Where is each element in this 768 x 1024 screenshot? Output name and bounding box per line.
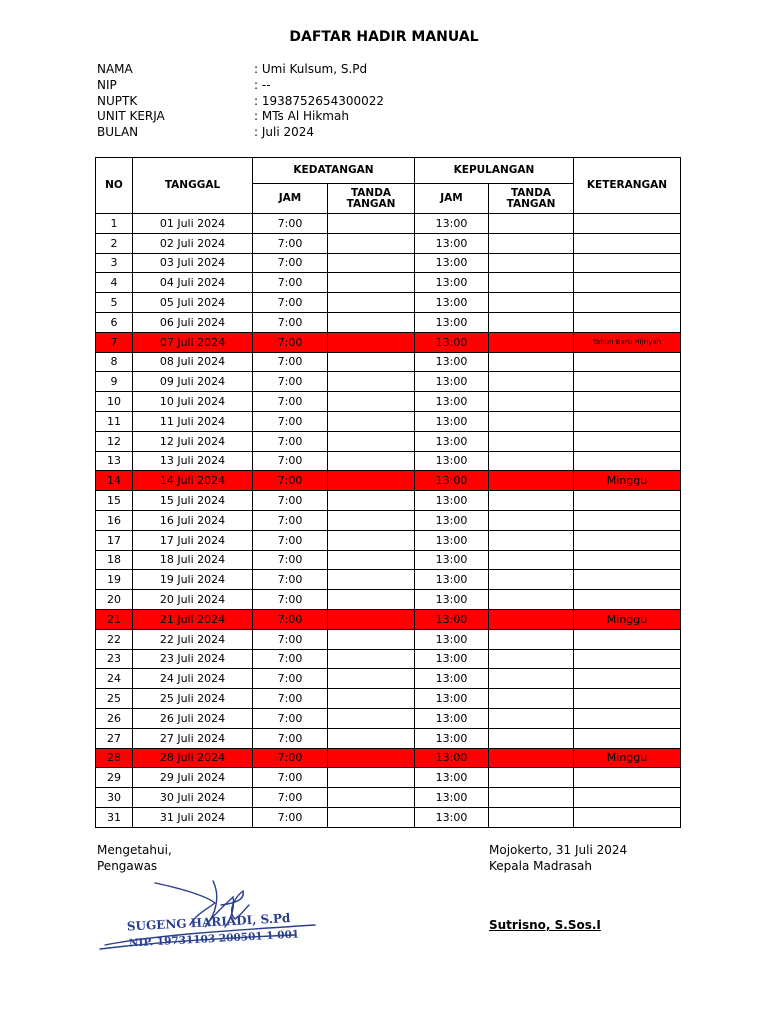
row-jam-pulang: 13:00 (415, 273, 489, 293)
table-row (96, 491, 681, 511)
row-jam-datang: 7:00 (253, 411, 328, 431)
kepala-madrasah-label: Kepala Madrasah (489, 859, 592, 873)
table-row (96, 273, 681, 293)
row-ttd-pulang (489, 451, 574, 471)
row-tanggal: 25 Juli 2024 (133, 689, 253, 709)
row-no: 9 (96, 372, 133, 392)
row-ttd-pulang (489, 253, 574, 273)
table-row (96, 510, 681, 530)
row-jam-datang: 7:00 (253, 649, 328, 669)
row-keterangan: Minggu (574, 471, 681, 491)
table-row (96, 689, 681, 709)
row-jam-datang: 7:00 (253, 293, 328, 313)
header-no: NO (96, 158, 133, 214)
row-ttd-datang (328, 708, 415, 728)
document-title: DAFTAR HADIR MANUAL (289, 29, 479, 45)
row-jam-pulang: 13:00 (415, 510, 489, 530)
row-ttd-datang (328, 392, 415, 412)
header-kepulangan: KEPULANGAN (415, 158, 574, 184)
row-tanggal: 20 Juli 2024 (133, 590, 253, 610)
row-keterangan (574, 372, 681, 392)
row-no: 17 (96, 530, 133, 550)
row-jam-datang: 7:00 (253, 510, 328, 530)
row-jam-pulang: 13:00 (415, 253, 489, 273)
row-ttd-datang (328, 372, 415, 392)
row-ttd-pulang (489, 748, 574, 768)
row-jam-pulang: 13:00 (415, 530, 489, 550)
row-tanggal: 16 Juli 2024 (133, 510, 253, 530)
row-jam-pulang: 13:00 (415, 570, 489, 590)
row-tanggal: 27 Juli 2024 (133, 728, 253, 748)
row-no: 21 (96, 609, 133, 629)
row-no: 31 (96, 807, 133, 827)
row-tanggal: 28 Juli 2024 (133, 748, 253, 768)
header-tanda-tangan-pulang: TANDA TANGAN (489, 184, 574, 214)
row-jam-pulang: 13:00 (415, 609, 489, 629)
table-row (96, 570, 681, 590)
row-ttd-pulang (489, 570, 574, 590)
row-ttd-pulang (489, 471, 574, 491)
header-tanggal: TANGGAL (133, 158, 253, 214)
row-no: 22 (96, 629, 133, 649)
row-tanggal: 02 Juli 2024 (133, 233, 253, 253)
row-ttd-pulang (489, 807, 574, 827)
row-ttd-datang (328, 649, 415, 669)
table-row (96, 788, 681, 808)
row-no: 26 (96, 708, 133, 728)
table-row (96, 451, 681, 471)
row-jam-datang: 7:00 (253, 372, 328, 392)
row-ttd-pulang (489, 669, 574, 689)
table-row (96, 392, 681, 412)
row-ttd-datang (328, 590, 415, 610)
table-row (96, 807, 681, 827)
row-keterangan (574, 451, 681, 471)
row-ttd-pulang (489, 788, 574, 808)
row-keterangan (574, 253, 681, 273)
row-ttd-pulang (489, 392, 574, 412)
supervisor-signature-stamp (95, 875, 325, 955)
row-ttd-datang (328, 451, 415, 471)
row-jam-datang: 7:00 (253, 807, 328, 827)
row-jam-pulang: 13:00 (415, 788, 489, 808)
info-value: : 1938752654300022 (254, 93, 385, 108)
row-jam-datang: 7:00 (253, 273, 328, 293)
row-keterangan (574, 312, 681, 332)
row-no: 23 (96, 649, 133, 669)
row-jam-datang: 7:00 (253, 669, 328, 689)
row-jam-pulang: 13:00 (415, 293, 489, 313)
row-no: 28 (96, 748, 133, 768)
row-no: 19 (96, 570, 133, 590)
row-keterangan: Minggu (574, 748, 681, 768)
row-keterangan (574, 214, 681, 234)
row-tanggal: 14 Juli 2024 (133, 471, 253, 491)
pengawas-label: Pengawas (97, 859, 158, 873)
table-row (96, 332, 681, 352)
row-tanggal: 13 Juli 2024 (133, 451, 253, 471)
info-label: NUPTK (97, 93, 138, 108)
row-jam-datang: 7:00 (253, 312, 328, 332)
row-no: 11 (96, 411, 133, 431)
row-jam-datang: 7:00 (253, 530, 328, 550)
row-jam-datang: 7:00 (253, 748, 328, 768)
row-ttd-datang (328, 788, 415, 808)
row-no: 12 (96, 431, 133, 451)
row-no: 27 (96, 728, 133, 748)
row-ttd-datang (328, 471, 415, 491)
table-row (96, 629, 681, 649)
row-ttd-pulang (489, 728, 574, 748)
row-tanggal: 18 Juli 2024 (133, 550, 253, 570)
row-ttd-datang (328, 312, 415, 332)
table-row (96, 293, 681, 313)
row-no: 30 (96, 788, 133, 808)
row-jam-pulang: 13:00 (415, 491, 489, 511)
row-no: 8 (96, 352, 133, 372)
row-jam-pulang: 13:00 (415, 590, 489, 610)
row-jam-pulang: 13:00 (415, 392, 489, 412)
row-jam-datang: 7:00 (253, 728, 328, 748)
row-keterangan (574, 431, 681, 451)
table-row (96, 233, 681, 253)
row-ttd-datang (328, 550, 415, 570)
row-ttd-datang (328, 530, 415, 550)
row-keterangan (574, 491, 681, 511)
row-ttd-pulang (489, 708, 574, 728)
row-ttd-pulang (489, 352, 574, 372)
row-jam-datang: 7:00 (253, 214, 328, 234)
row-ttd-pulang (489, 649, 574, 669)
row-jam-pulang: 13:00 (415, 471, 489, 491)
header-kedatangan: KEDATANGAN (253, 158, 415, 184)
row-keterangan (574, 708, 681, 728)
table-row (96, 253, 681, 273)
row-jam-datang: 7:00 (253, 491, 328, 511)
header-keterangan: KETERANGAN (574, 158, 681, 214)
row-jam-datang: 7:00 (253, 253, 328, 273)
attendance-table (95, 157, 681, 828)
row-tanggal: 26 Juli 2024 (133, 708, 253, 728)
row-jam-datang: 7:00 (253, 550, 328, 570)
row-no: 20 (96, 590, 133, 610)
row-keterangan (574, 510, 681, 530)
row-ttd-pulang (489, 550, 574, 570)
table-row (96, 590, 681, 610)
row-tanggal: 12 Juli 2024 (133, 431, 253, 451)
row-keterangan (574, 689, 681, 709)
table-row (96, 609, 681, 629)
row-keterangan (574, 392, 681, 412)
row-jam-datang: 7:00 (253, 768, 328, 788)
row-jam-pulang: 13:00 (415, 669, 489, 689)
table-row (96, 708, 681, 728)
row-ttd-pulang (489, 372, 574, 392)
row-ttd-datang (328, 510, 415, 530)
row-jam-pulang: 13:00 (415, 332, 489, 352)
row-jam-pulang: 13:00 (415, 728, 489, 748)
row-jam-datang: 7:00 (253, 352, 328, 372)
info-label: NAMA (97, 62, 133, 76)
row-tanggal: 06 Juli 2024 (133, 312, 253, 332)
table-row (96, 312, 681, 332)
row-jam-datang: 7:00 (253, 233, 328, 253)
row-ttd-pulang (489, 510, 574, 530)
row-keterangan (574, 728, 681, 748)
row-keterangan (574, 629, 681, 649)
info-row (97, 62, 384, 78)
row-tanggal: 03 Juli 2024 (133, 253, 253, 273)
row-ttd-pulang (489, 609, 574, 629)
info-value: : MTs Al Hikmah (254, 109, 349, 124)
table-row (96, 768, 681, 788)
row-ttd-datang (328, 253, 415, 273)
headmaster-name: Sutrisno, S.Sos.I (489, 918, 601, 932)
row-keterangan (574, 649, 681, 669)
info-label: NIP (97, 77, 117, 92)
row-jam-pulang: 13:00 (415, 689, 489, 709)
row-no: 15 (96, 491, 133, 511)
row-tanggal: 30 Juli 2024 (133, 788, 253, 808)
place-date-label: Mojokerto, 31 Juli 2024 (489, 843, 628, 857)
info-row (97, 109, 384, 125)
row-jam-datang: 7:00 (253, 629, 328, 649)
row-keterangan (574, 233, 681, 253)
table-row (96, 471, 681, 491)
row-keterangan (574, 411, 681, 431)
row-no: 1 (96, 214, 133, 234)
row-ttd-datang (328, 491, 415, 511)
row-jam-datang: 7:00 (253, 689, 328, 709)
row-no: 18 (96, 550, 133, 570)
row-jam-pulang: 13:00 (415, 708, 489, 728)
row-ttd-datang (328, 352, 415, 372)
row-jam-datang: 7:00 (253, 392, 328, 412)
row-no: 13 (96, 451, 133, 471)
table-row (96, 214, 681, 234)
row-jam-pulang: 13:00 (415, 649, 489, 669)
info-value: : -- (254, 77, 271, 92)
row-ttd-datang (328, 570, 415, 590)
row-tanggal: 15 Juli 2024 (133, 491, 253, 511)
row-jam-pulang: 13:00 (415, 431, 489, 451)
row-ttd-datang (328, 748, 415, 768)
row-tanggal: 09 Juli 2024 (133, 372, 253, 392)
row-jam-datang: 7:00 (253, 332, 328, 352)
row-tanggal: 29 Juli 2024 (133, 768, 253, 788)
row-ttd-datang (328, 431, 415, 451)
row-keterangan (574, 293, 681, 313)
row-jam-pulang: 13:00 (415, 372, 489, 392)
row-tanggal: 01 Juli 2024 (133, 214, 253, 234)
row-keterangan (574, 590, 681, 610)
row-jam-pulang: 13:00 (415, 550, 489, 570)
footer-left (97, 842, 172, 874)
row-ttd-pulang (489, 491, 574, 511)
header-tanda-tangan-datang: TANDA TANGAN (328, 184, 415, 214)
row-tanggal: 10 Juli 2024 (133, 392, 253, 412)
row-ttd-pulang (489, 233, 574, 253)
info-row (97, 125, 384, 141)
row-ttd-pulang (489, 431, 574, 451)
row-no: 4 (96, 273, 133, 293)
row-ttd-pulang (489, 689, 574, 709)
row-keterangan: Tahun Baru Hijriyah (574, 332, 681, 352)
row-tanggal: 23 Juli 2024 (133, 649, 253, 669)
signature-name-text: SUGENG HARIADI, S.Pd (126, 911, 291, 934)
row-ttd-datang (328, 609, 415, 629)
row-jam-datang: 7:00 (253, 708, 328, 728)
row-jam-datang: 7:00 (253, 471, 328, 491)
info-label: UNIT KERJA (97, 109, 165, 124)
employee-info (97, 62, 384, 141)
info-row (97, 94, 384, 110)
row-tanggal: 05 Juli 2024 (133, 293, 253, 313)
row-keterangan (574, 788, 681, 808)
row-tanggal: 08 Juli 2024 (133, 352, 253, 372)
table-row (96, 669, 681, 689)
row-jam-pulang: 13:00 (415, 352, 489, 372)
row-jam-pulang: 13:00 (415, 214, 489, 234)
row-keterangan: Minggu (574, 609, 681, 629)
row-ttd-datang (328, 629, 415, 649)
table-row (96, 649, 681, 669)
row-ttd-pulang (489, 293, 574, 313)
row-jam-pulang: 13:00 (415, 807, 489, 827)
row-ttd-datang (328, 689, 415, 709)
row-tanggal: 21 Juli 2024 (133, 609, 253, 629)
row-ttd-datang (328, 293, 415, 313)
row-ttd-pulang (489, 629, 574, 649)
row-jam-pulang: 13:00 (415, 233, 489, 253)
row-jam-pulang: 13:00 (415, 312, 489, 332)
row-tanggal: 11 Juli 2024 (133, 411, 253, 431)
row-ttd-datang (328, 807, 415, 827)
row-tanggal: 07 Juli 2024 (133, 332, 253, 352)
row-no: 5 (96, 293, 133, 313)
row-jam-pulang: 13:00 (415, 748, 489, 768)
row-jam-pulang: 13:00 (415, 629, 489, 649)
row-tanggal: 22 Juli 2024 (133, 629, 253, 649)
row-ttd-pulang (489, 332, 574, 352)
row-keterangan (574, 273, 681, 293)
row-jam-datang: 7:00 (253, 570, 328, 590)
row-no: 24 (96, 669, 133, 689)
row-ttd-datang (328, 233, 415, 253)
row-no: 14 (96, 471, 133, 491)
row-no: 29 (96, 768, 133, 788)
row-no: 16 (96, 510, 133, 530)
table-row (96, 411, 681, 431)
row-ttd-pulang (489, 768, 574, 788)
table-row (96, 550, 681, 570)
row-jam-pulang: 13:00 (415, 411, 489, 431)
row-keterangan (574, 807, 681, 827)
row-ttd-datang (328, 768, 415, 788)
row-keterangan (574, 530, 681, 550)
row-no: 10 (96, 392, 133, 412)
row-jam-datang: 7:00 (253, 451, 328, 471)
row-jam-pulang: 13:00 (415, 451, 489, 471)
row-jam-datang: 7:00 (253, 590, 328, 610)
row-jam-datang: 7:00 (253, 431, 328, 451)
footer-right (489, 842, 627, 874)
info-value: : Juli 2024 (254, 125, 315, 140)
table-row (96, 728, 681, 748)
row-tanggal: 24 Juli 2024 (133, 669, 253, 689)
row-ttd-datang (328, 273, 415, 293)
row-tanggal: 17 Juli 2024 (133, 530, 253, 550)
row-ttd-pulang (489, 411, 574, 431)
signature-nip-text: NIP. 19731103 200501 1 001 (128, 928, 300, 950)
table-row (96, 431, 681, 451)
row-keterangan (574, 669, 681, 689)
row-ttd-pulang (489, 530, 574, 550)
row-ttd-pulang (489, 312, 574, 332)
row-ttd-datang (328, 332, 415, 352)
info-row (97, 78, 384, 94)
row-no: 25 (96, 689, 133, 709)
row-no: 6 (96, 312, 133, 332)
row-ttd-pulang (489, 590, 574, 610)
row-jam-datang: 7:00 (253, 788, 328, 808)
row-jam-pulang: 13:00 (415, 768, 489, 788)
row-ttd-datang (328, 214, 415, 234)
header-jam-datang: JAM (253, 184, 328, 214)
row-tanggal: 04 Juli 2024 (133, 273, 253, 293)
table-row (96, 530, 681, 550)
info-label: BULAN (97, 125, 139, 140)
row-ttd-datang (328, 411, 415, 431)
info-value: : Umi Kulsum, S.Pd (254, 62, 368, 76)
row-no: 3 (96, 253, 133, 273)
row-ttd-datang (328, 728, 415, 748)
row-ttd-pulang (489, 214, 574, 234)
row-keterangan (574, 768, 681, 788)
header-jam-pulang: JAM (415, 184, 489, 214)
row-ttd-datang (328, 669, 415, 689)
row-tanggal: 19 Juli 2024 (133, 570, 253, 590)
mengetahui-label: Mengetahui, (97, 843, 172, 857)
row-keterangan (574, 550, 681, 570)
table-row (96, 748, 681, 768)
row-jam-datang: 7:00 (253, 609, 328, 629)
row-keterangan (574, 352, 681, 372)
row-no: 7 (96, 332, 133, 352)
row-tanggal: 31 Juli 2024 (133, 807, 253, 827)
row-no: 2 (96, 233, 133, 253)
table-row (96, 372, 681, 392)
row-keterangan (574, 570, 681, 590)
row-ttd-pulang (489, 273, 574, 293)
table-row (96, 352, 681, 372)
